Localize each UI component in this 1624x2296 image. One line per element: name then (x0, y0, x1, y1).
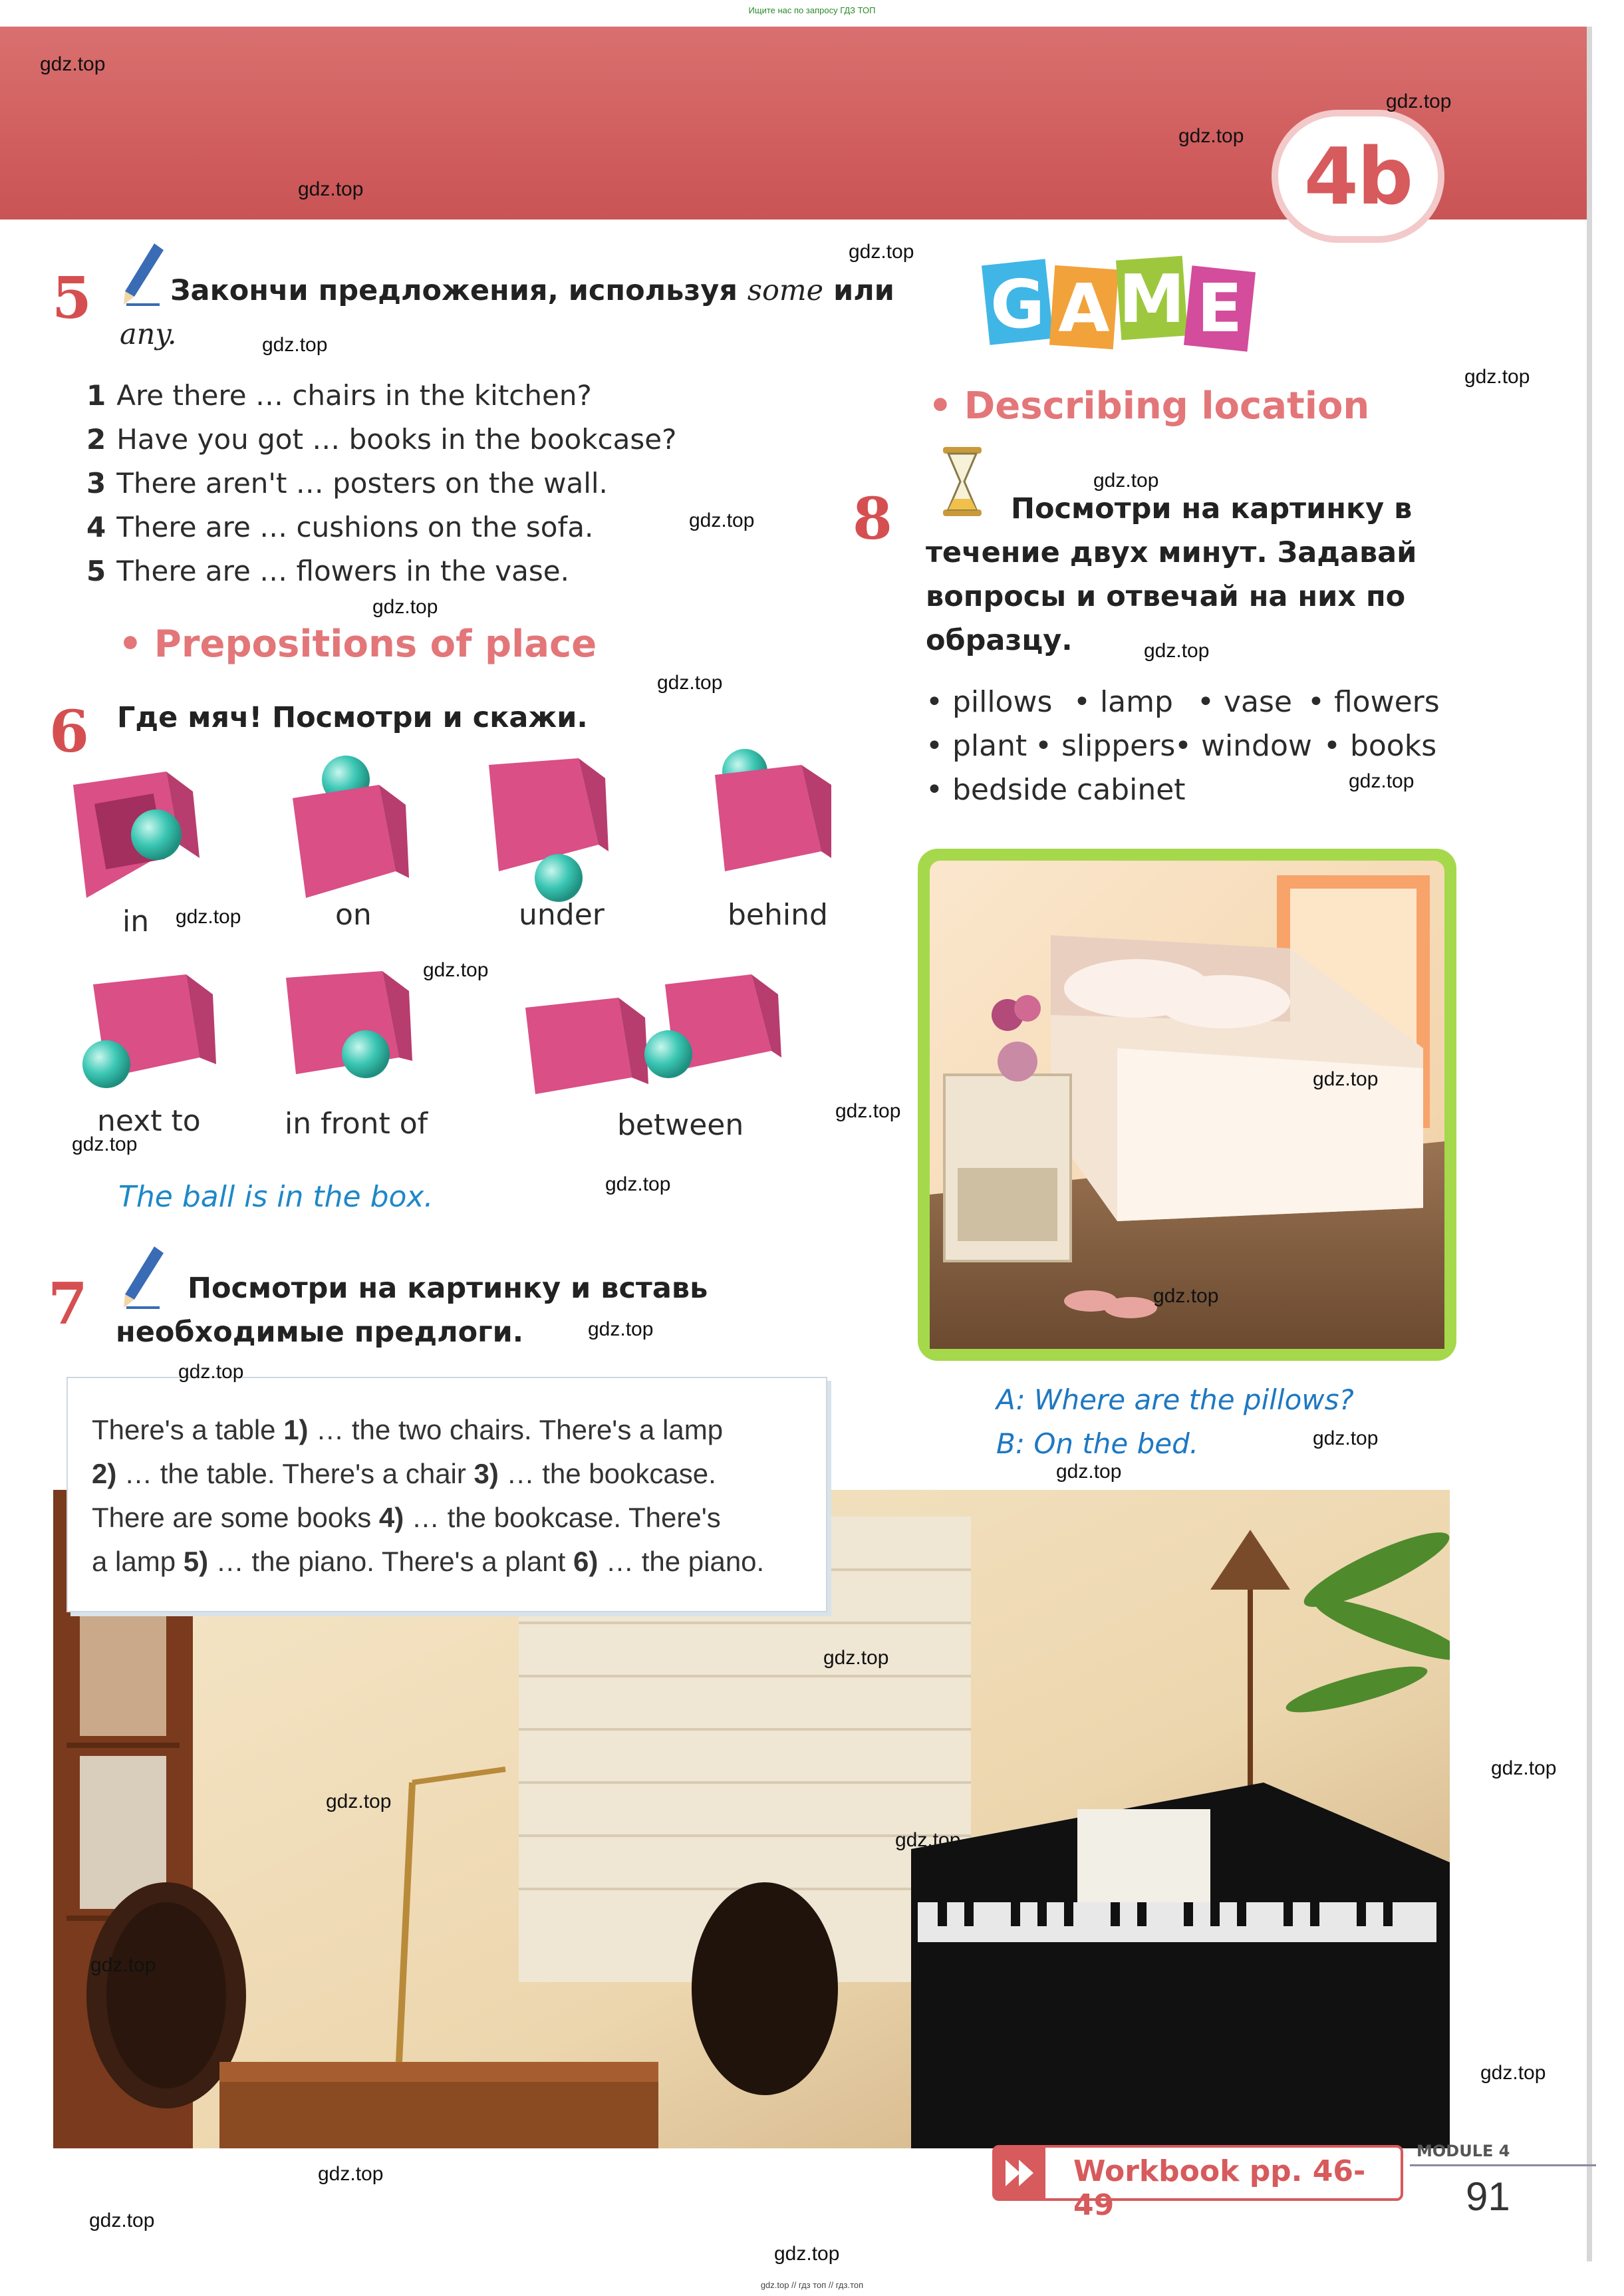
example-sentence: The ball is in the box. (118, 1180, 434, 1214)
vocab-plant: • plant (926, 729, 1027, 763)
exercise-7-instruction-1: Посмотри на картинку и вставь (188, 1272, 708, 1305)
label-next-to: next to (97, 1104, 201, 1138)
pencil-icon (120, 1244, 166, 1310)
sentence-4: 4 There are … cushions on the sofa. (86, 511, 594, 543)
hourglass-icon (939, 446, 986, 519)
vocab-slippers: • slippers (1035, 729, 1176, 763)
exercise-6-instruction: Где мяч! Посмотри и скажи. (117, 701, 588, 734)
vocab-bedside-cabinet: • bedside cabinet (926, 773, 1186, 807)
watermark: gdz.top (90, 1954, 156, 1976)
watermark: gdz.top (176, 906, 241, 928)
unit-label: 4b (1303, 130, 1413, 222)
watermark: gdz.top (1491, 1757, 1557, 1779)
exercise-6-number: 6 (49, 698, 89, 766)
game-letter-g: G (990, 265, 1045, 343)
exercise-7-instruction-2: необходимые предлоги. (116, 1316, 524, 1349)
label-behind: behind (728, 898, 828, 932)
watermark: gdz.top (1313, 1427, 1379, 1449)
sentence-2: 2 Have you got … books in the bookcase? (86, 423, 677, 456)
text-line-4: a lamp 5) … the piano. There's a plant 6) … the piano. (92, 1546, 765, 1577)
cube-under (489, 758, 609, 902)
watermark: gdz.top (89, 2210, 155, 2231)
label-under: under (519, 898, 605, 932)
cube-in-front-of (286, 971, 412, 1078)
exercise-7-number: 7 (48, 1270, 88, 1338)
pencil-icon (120, 241, 166, 307)
watermark: gdz.top (1056, 1461, 1122, 1483)
exercise-5-instruction-any: any. (120, 318, 177, 351)
watermark: gdz.top (1464, 366, 1530, 388)
cube-on (293, 756, 409, 898)
watermark: gdz.top (40, 53, 106, 75)
watermark: gdz.top (1313, 1068, 1379, 1090)
watermark: gdz.top (1158, 1986, 1224, 2008)
watermark: gdz.top (774, 2243, 840, 2265)
page-edge (1587, 27, 1592, 2261)
unit-badge (1278, 116, 1438, 236)
watermark: gdz.top (689, 509, 755, 531)
watermark: gdz.top (1262, 2102, 1328, 2124)
page-number: 91 (1466, 2174, 1510, 2219)
watermark: gdz.top (1153, 1285, 1219, 1307)
dialog-answer: B: On the bed. (996, 1427, 1199, 1460)
watermark: gdz.top (657, 672, 723, 694)
watermark: gdz.top (1093, 470, 1159, 492)
watermark: gdz.top (1386, 90, 1452, 112)
watermark: gdz.top (1349, 770, 1415, 792)
watermark: gdz.top (423, 959, 489, 981)
double-arrow-icon (995, 2148, 1045, 2198)
watermark: gdz.top (72, 1133, 138, 1155)
watermark: gdz.top (372, 596, 438, 618)
module-divider (1410, 2164, 1596, 2166)
workbook-reference (992, 2145, 1403, 2222)
watermark: gdz.top (849, 241, 914, 263)
watermark: gdz.top (326, 1791, 392, 1812)
cube-next-to (82, 974, 216, 1088)
cube-between (525, 974, 781, 1094)
prepositions-heading: • Prepositions of place (118, 623, 597, 666)
top-note: Ищите нас по запросу ГДЗ ТОП (748, 5, 876, 15)
sentence-3: 3 There aren't … posters on the wall. (86, 467, 608, 500)
text-line-1: There's a table 1) … the two chairs. There's a lamp (92, 1414, 724, 1445)
exercise-7-textbox (67, 1377, 827, 1612)
exercise-8-instruction-4: образцу. (926, 624, 1073, 657)
exercise-5-instruction: Закончи предложения, используя some или (170, 274, 894, 307)
vocab-vase: • vase (1197, 685, 1292, 719)
text-line-2: 2) … the table. There's a chair 3) … the bookcase. (92, 1458, 716, 1489)
label-in-front-of: in front of (285, 1107, 428, 1141)
bedroom-photo (918, 849, 1456, 1361)
module-label: MODULE 4 (1417, 2142, 1510, 2160)
describing-location-heading: • Describing location (928, 384, 1370, 428)
watermark: gdz.top (605, 1173, 671, 1195)
vocab-window: • window (1174, 729, 1312, 763)
game-letter-m: M (1119, 260, 1185, 338)
vocab-pillows: • pillows (926, 685, 1053, 719)
text-line-3: There are some books 4) … the bookcase. There's (92, 1502, 721, 1533)
watermark: gdz.top (318, 2163, 384, 2185)
watermark: gdz.top (823, 1647, 889, 1669)
label-on: on (335, 898, 372, 932)
game-logo (982, 253, 1261, 353)
game-letter-a: A (1058, 269, 1110, 347)
exercise-8-instruction-3: вопросы и отвечай на них по (926, 580, 1406, 613)
workbook-label: Workbook pp. 46-49 (1073, 2154, 1366, 2222)
label-between: between (617, 1108, 744, 1142)
vocab-books: • books (1323, 729, 1437, 763)
exercise-8-number: 8 (853, 486, 892, 553)
label-in: in (122, 905, 150, 938)
watermark: gdz.top (298, 178, 364, 200)
exercise-5-number: 5 (52, 265, 92, 332)
cube-in (73, 772, 200, 898)
watermark: gdz.top (178, 1361, 244, 1383)
watermark: gdz.top (262, 334, 328, 356)
game-letter-e: E (1196, 269, 1243, 347)
vocab-flowers: • flowers (1307, 685, 1440, 719)
watermark: gdz.top (835, 1100, 901, 1122)
watermark: gdz.top (1144, 640, 1210, 662)
watermark: gdz.top (895, 1829, 961, 1851)
watermark: gdz.top (588, 1318, 654, 1340)
exercise-8-instruction-1: Посмотри на картинку в (1011, 492, 1413, 525)
sentence-1: 1 Are there … chairs in the kitchen? (86, 379, 592, 412)
bottom-note: gdz.top // гдз топ // гдз.топ (760, 2280, 864, 2290)
watermark: gdz.top (1178, 125, 1244, 147)
sentence-5: 5 There are … flowers in the vase. (86, 555, 569, 587)
cube-behind (715, 749, 831, 871)
dialog-question: A: Where are the pillows? (996, 1383, 1354, 1416)
vocab-lamp: • lamp (1073, 685, 1173, 719)
watermark: gdz.top (1480, 2062, 1546, 2084)
exercise-8-instruction-2: течение двух минут. Задавай (926, 536, 1417, 569)
